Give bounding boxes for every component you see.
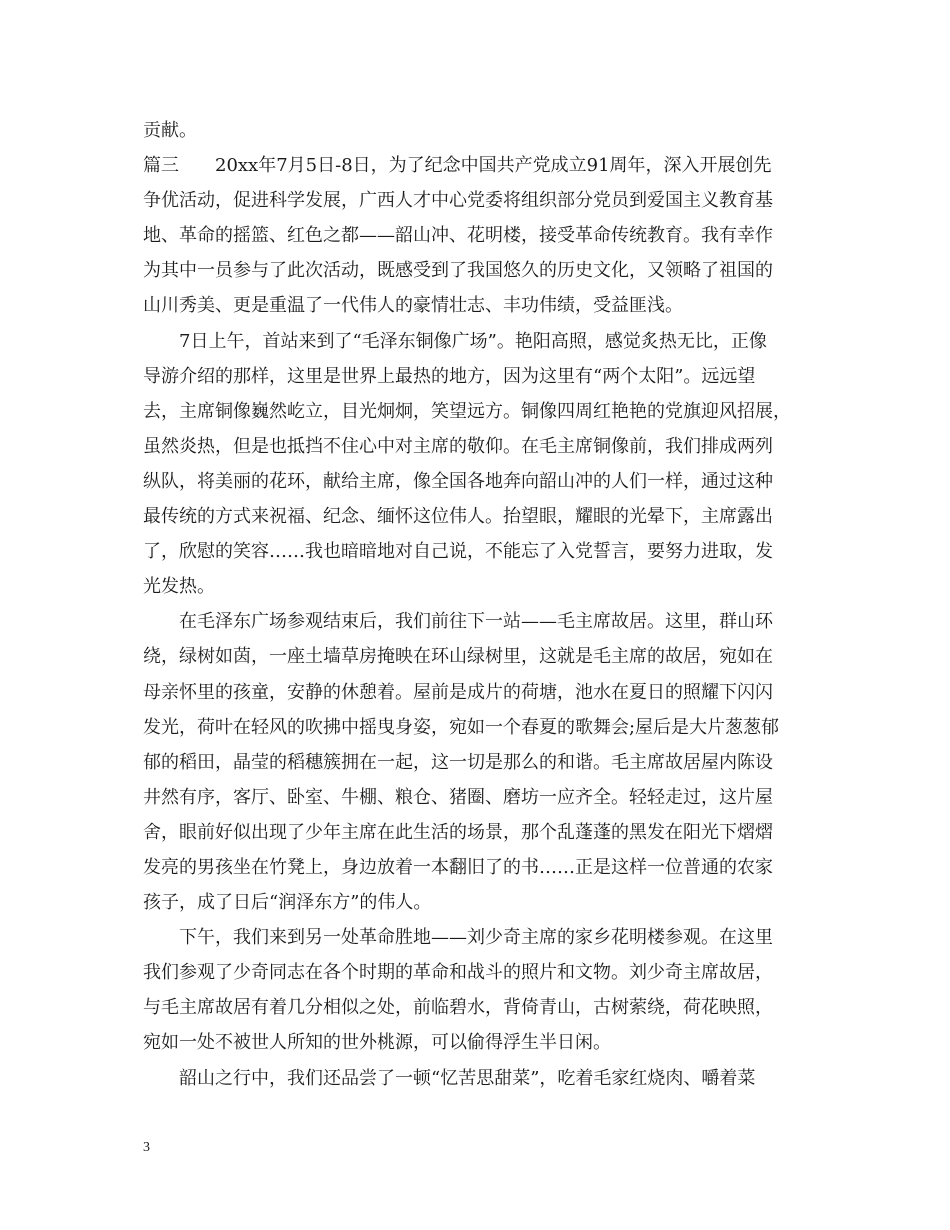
text-line: 地、革命的摇篮、红色之都——韶山冲、花明楼，接受革命传统教育。我有幸作	[143, 225, 773, 247]
section-heading: 篇三	[143, 155, 179, 177]
text-line	[143, 148, 811, 183]
text-line: 下午，我们来到另一处革命胜地——刘少奇主席的家乡花明楼参观。在这里	[179, 927, 773, 949]
text-line: 纵队，将美丽的花环，献给主席，像全国各地奔向韶山冲的人们一样，通过这种	[143, 470, 773, 492]
text-line: 井然有序，客厅、卧室、牛棚、粮仓、猪圈、磨坊一应齐全。轻轻走过，这片屋	[143, 786, 773, 808]
text-line: 去，主席铜像巍然屹立，目光炯炯，笑望远方。铜像四周红艳艳的党旗迎风招展，	[143, 400, 791, 422]
text-line: 宛如一处不被世人所知的世外桃源，可以偷得浮生半日闲。	[143, 1032, 611, 1054]
text-line: 在毛泽东广场参观结束后，我们前往下一站——毛主席故居。这里，群山环	[179, 611, 773, 633]
text-line: 绕，绿树如茵，一座土墙草房掩映在环山绿树里，这就是毛主席的故居，宛如在	[143, 646, 773, 668]
text-line: 郁的稻田，晶莹的稻穗簇拥在一起，这一切是那么的和谐。毛主席故居屋内陈设	[143, 751, 773, 773]
body-text	[143, 113, 811, 1096]
text-line: 舍，眼前好似出现了少年主席在此生活的场景，那个乱蓬蓬的黑发在阳光下熠熠	[143, 821, 773, 843]
text-line: 了，欣慰的笑容……我也暗暗地对自己说，不能忘了入党誓言，要努力进取，发	[143, 541, 773, 563]
text-line: 导游介绍的那样，这里是世界上最热的地方，因为这里有“两个太阳”。远远望	[143, 365, 756, 387]
text-line: 发亮的男孩坐在竹凳上，身边放着一本翻旧了的书……正是这样一位普通的农家	[143, 856, 773, 878]
text-line: 贡献。	[143, 120, 197, 141]
text-line: 虽然炎热，但是也抵挡不住心中对主席的敬仰。在毛主席铜像前，我们排成两列	[143, 435, 773, 457]
text-line: 争优活动，促进科学发展，广西人才中心党委将组织部分党员到爱国主义教育基	[143, 190, 773, 212]
text-line: 7日上午，首站来到了“毛泽东铜像广场”。艳阳高照，感觉炙热无比，正像	[179, 330, 767, 352]
text-line: 母亲怀里的孩童，安静的休憩着。屋前是成片的荷塘，池水在夏日的照耀下闪闪	[143, 681, 773, 703]
text-line: 我们参观了少奇同志在各个时期的革命和战斗的照片和文物。刘少奇主席故居，	[143, 962, 773, 984]
text-line: 最传统的方式来祝福、纪念、缅怀这位伟人。抬望眼，耀眼的光晕下，主席露出	[143, 506, 773, 528]
page-number: 3	[143, 1140, 150, 1155]
text-line: 为其中一员参与了此次活动，既感受到了我国悠久的历史文化，又领略了祖国的	[143, 260, 773, 282]
text-line-content: 20xx年7月5日-8日，为了纪念中国共产党成立91周年，深入开展创先	[215, 155, 772, 177]
text-line: 山川秀美、更是重温了一代伟人的豪情壮志、丰功伟绩，受益匪浅。	[143, 295, 683, 317]
text-line: 发光，荷叶在轻风的吹拂中摇曳身姿，宛如一个春夏的歌舞会;屋后是大片葱葱郁	[143, 716, 780, 738]
text-line: 韶山之行中，我们还品尝了一顿“忆苦思甜菜”，吃着毛家红烧肉、嚼着菜	[179, 1067, 756, 1089]
text-line: 孩子，成了日后“润泽东方”的伟人。	[143, 892, 432, 914]
text-line: 与毛主席故居有着几分相似之处，前临碧水，背倚青山，古树萦绕，荷花映照，	[143, 997, 773, 1019]
text-line: 光发热。	[143, 576, 215, 598]
